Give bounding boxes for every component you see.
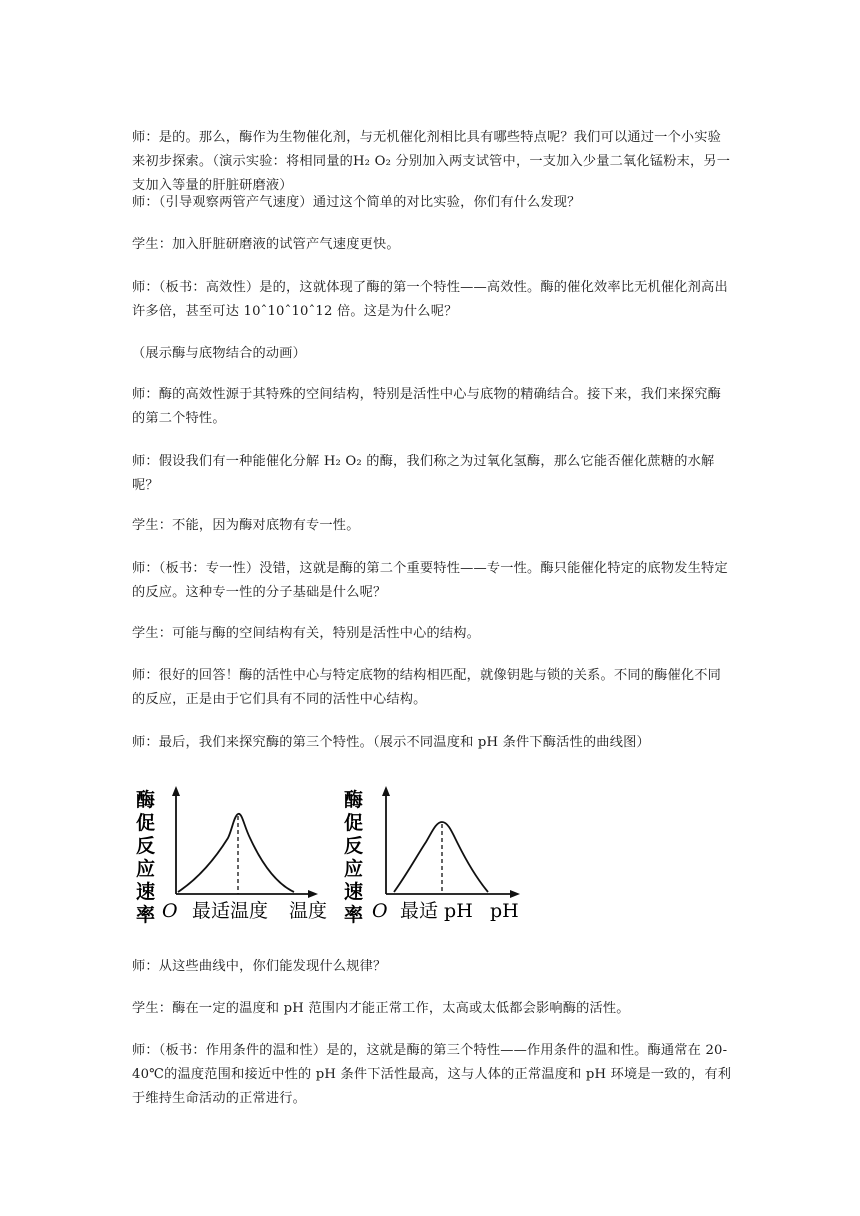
y-label-char: 速 — [344, 881, 364, 903]
temperature-x-axis-arrow — [308, 890, 318, 898]
paragraph-6: 师：酶的高效性源于其特殊的空间结构，特别是活性中心与底物的精确结合。接下来，我们来探究酶的第二个特性。 — [132, 387, 722, 426]
paragraph-7: 师：假设我们有一种能催化分解 H₂ O₂ 的酶，我们称之为过氧化氢酶，那么它能否催化蔗糖的水解呢？ — [132, 454, 715, 493]
temperature-axis-label: 温度 — [289, 900, 328, 922]
ph-axis-label: pH — [490, 900, 519, 922]
y-label-char: 促 — [136, 812, 156, 834]
enzyme-activity-curves — [132, 776, 532, 926]
paragraph-3: 学生：加入肝脏研磨液的试管产气速度更快。 — [132, 237, 400, 252]
ph-origin-label: O — [372, 900, 388, 922]
temperature-y-axis-label — [136, 788, 155, 926]
ph-x-axis-arrow — [510, 890, 520, 898]
y-label-char: 应 — [344, 858, 364, 880]
ph-curve-panel — [344, 786, 520, 926]
paragraph-2: 师：（引导观察两管产气速度）通过这个简单的对比实验，你们有什么发现？ — [132, 195, 581, 210]
paragraph-15: 师：（板书：作用条件的温和性）是的，这就是酶的第三个特性——作用条件的温和性。酶通常在 20-40℃的温度范围和接近中性的 pH 条件下活性最高，这与人体的正常温度和 pH 环境是一致的，有利于维持生命活动的正常进行。 — [132, 1043, 732, 1106]
temperature-optimum-label: 最适温度 — [192, 900, 269, 922]
paragraph-12: 师：最后，我们来探究酶的第三个特性。（展示不同温度和 pH 条件下酶活性的曲线图） — [132, 735, 650, 750]
paragraph-9: 师：（板书：专一性）没错，这就是酶的第二个重要特性——专一性。酶只能催化特定的底物发生特定的反应。这种专一性的分子基础是什么呢？ — [132, 561, 728, 600]
temperature-y-axis-arrow — [172, 786, 180, 796]
paragraph-4: 师：（板书：高效性）是的，这就体现了酶的第一个特性——高效性。酶的催化效率比无机催化剂高出许多倍，甚至可达 10ˆ10ˆ10ˆ12 倍。这是为什么呢？ — [132, 280, 728, 319]
ph-y-axis-arrow — [382, 786, 390, 796]
paragraph-10: 学生：可能与酶的空间结构有关，特别是活性中心的结构。 — [132, 626, 481, 641]
ph-activity-curve — [394, 822, 488, 892]
paragraph-5: （展示酶与底物结合的动画） — [132, 346, 307, 361]
enzyme-activity-figure — [132, 776, 532, 926]
paragraph-1: 师：是的。那么，酶作为生物催化剂，与无机催化剂相比具有哪些特点呢？我们可以通过一个小实验来初步探索。（演示实验：将相同量的H₂ O₂ 分别加入两支试管中，一支加入少量二氧化锰粉末，另一支加入等量的肝脏研磨液） — [132, 130, 731, 193]
temperature-activity-curve — [178, 814, 294, 892]
y-label-char: 率 — [136, 904, 156, 926]
temperature-origin-label: O — [162, 900, 178, 922]
y-label-char: 速 — [136, 881, 156, 903]
temperature-curve-panel — [136, 786, 327, 926]
ph-optimum-label: 最适 pH — [400, 900, 473, 922]
ph-y-axis-label — [344, 788, 363, 926]
y-label-char: 应 — [136, 858, 156, 880]
y-label-char: 反 — [344, 835, 364, 857]
paragraph-14: 学生：酶在一定的温度和 pH 范围内才能正常工作，太高或太低都会影响酶的活性。 — [132, 1001, 630, 1016]
y-label-char: 促 — [344, 812, 364, 834]
paragraph-11: 师：很好的回答！酶的活性中心与特定底物的结构相匹配，就像钥匙与锁的关系。不同的酶催化不同的反应，正是由于它们具有不同的活性中心结构。 — [132, 668, 722, 707]
paragraph-13: 师：从这些曲线中，你们能发现什么规律？ — [132, 959, 387, 974]
y-label-char: 酶 — [344, 789, 364, 811]
y-label-char: 反 — [136, 835, 156, 857]
y-label-char: 酶 — [136, 789, 156, 811]
paragraph-8: 学生：不能，因为酶对底物有专一性。 — [132, 518, 360, 533]
y-label-char: 率 — [344, 904, 364, 926]
